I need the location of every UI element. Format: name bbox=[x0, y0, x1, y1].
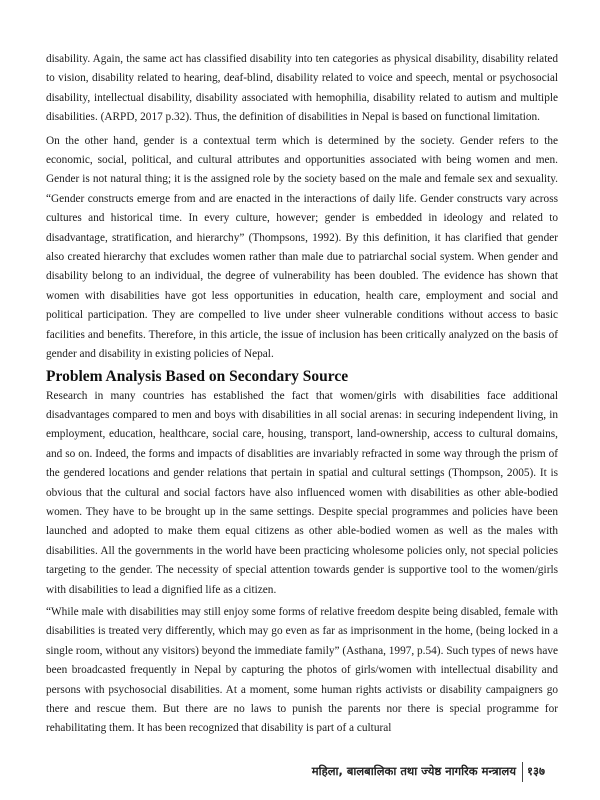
footer-publisher: महिला, बालबालिका तथा ज्येष्ठ नागरिक मन्त्रालय bbox=[311, 764, 516, 778]
body-paragraph-2: On the other hand, gender is a contextual term which is determined by the society. Gender refers to the economic, social, political, and cultural attributes and opportunities associated with being women and men. Gender is not natural thing; it is the assigned role by the society based on the male and female sex and sexuality. “Gender constructs emerge from and are enacted in the interactions of daily life. Gender constructs vary across cultures and historical time. In every culture, however; gender is embedded in ideology and related to disadvantage, stratification, and hierarchy” (Thompsons, 1992). By this definition, it has clarified that gender also created hierarchy that excludes women rather than male due to patriarchal social system. When gender and disability belong to an individual, the degree of vulnerability has been doubled. The evidence has shown that women with disabilities have got less opportunities in education, health care, employment and social and political participation. They are compelled to live under sheer vulnerable conditions without access to basic facilities and benefits. Therefore, in this article, the issue of inclusion has been critically analyzed on the basis of gender and disability in existing policies of Nepal. bbox=[46, 134, 558, 361]
body-paragraph-1: disability. Again, the same act has classified disability into ten categories as physical disability, disability related to vision, disability related to hearing, deaf-blind, disability related to voice and speech, mental or psychosocial disability, intellectual disability, disability associated with hemophilia, disability related to autism and multiple disabilities. (ARPD, 2017 p.32). Thus, the definition of disabilities in Nepal is based on functional limitation. bbox=[46, 53, 558, 124]
section-heading: Problem Analysis Based on Secondary Source bbox=[46, 367, 349, 385]
body-paragraph-4: “While male with disabilities may still enjoy some forms of relative freedom despite being disabled, female with disabilities is treated very differently, which may go even as far as imprisonment in the home, (being locked in a single room, without any visitors) beyond the immediate family” (Asthana, 1997, p.54). Such types of news have been broadcasted frequently in Nepal by capturing the photos of girls/women with intellectual disability and persons with psychosocial disabilities. At a moment, some human rights activists or disability campaigners go there and rescue them. But there are no laws to punish the parents nor there is special programme for rehabilitating them. It has been recognized that disability is part of a cultural bbox=[46, 605, 558, 735]
document-body bbox=[46, 50, 558, 739]
page-footer bbox=[0, 762, 600, 782]
footer-divider bbox=[522, 762, 523, 782]
page-number: १३७ bbox=[527, 764, 545, 778]
body-paragraph-3: Research in many countries has established the fact that women/girls with disabilities face additional disadvantages compared to men and boys with disabilities in all social arenas: in securing independent living, in employment, education, healthcare, social care, housing, transport, land-ownership, access to cultural domains, and so on. Indeed, the forms and impacts of disablities are invariably refracted in some way through the prism of the gendered locations and gender relations that pertain in spatial and cultural settings (Thompson, 2005). It is obvious that the cultural and social factors have also influenced women with disabilities as other able-bodied women. They have to be brought up in the same settings. Despite special programmes and policies have been launched and adopted to make them equal citizens as other able-bodied women as well as the males with disabilities. All the governments in the world have been practicing wholesome policies only, not special policies targeting to the gender. The necessity of special attention towards gender is supportive tool to the women/girls with disabilities to lead a dignified life as a citizen. bbox=[46, 389, 558, 596]
